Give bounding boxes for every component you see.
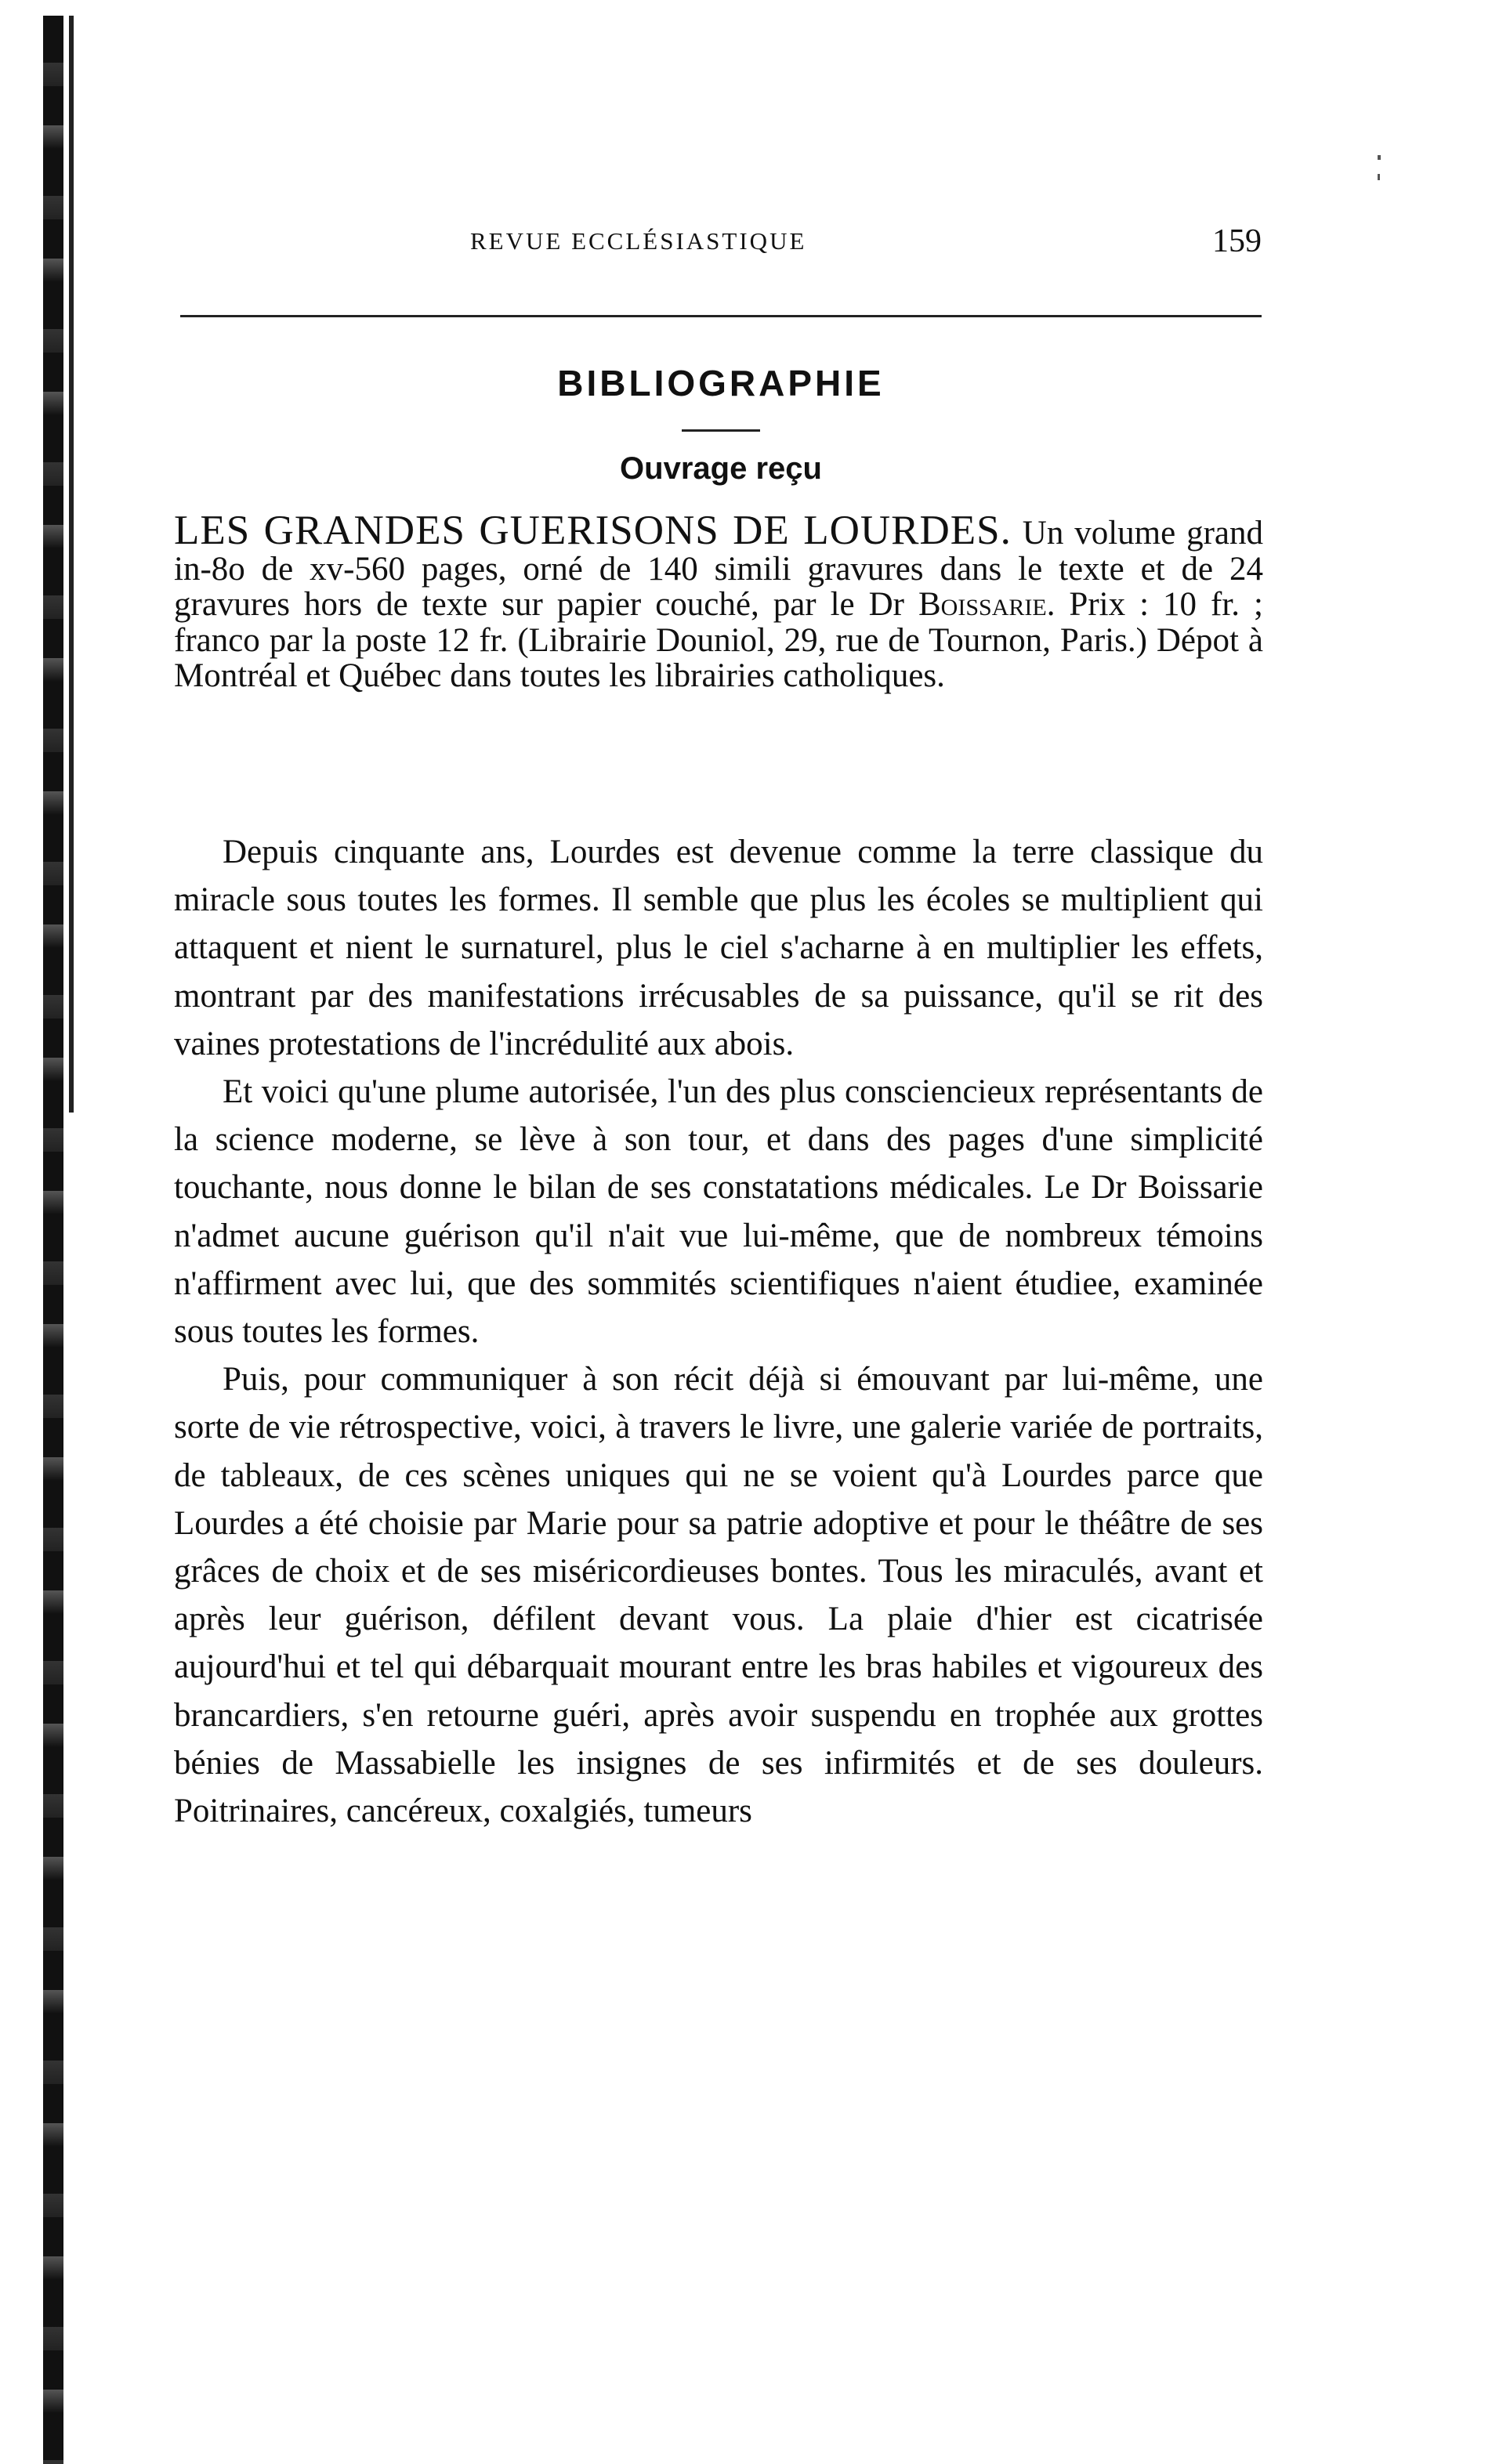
page-number: 159 bbox=[1212, 223, 1262, 259]
review-paragraph: Depuis cinquante ans, Lourdes est devenue comme la terre classique du miracle sous toutes les formes. Il semble que plus les écoles se multiplient qui attaquent et nient le surnaturel, plus le ciel s'acharne à en multiplier les effets, montrant par des manifestations irrécusables de sa puissance, qu'il se rit des vaines protestations de l'incrédulité aux abois. bbox=[174, 834, 1263, 1062]
book-author: Boissarie bbox=[918, 586, 1047, 623]
book-description: Un volume grand in-8o de xv-560 pages, orné de 140 simili gravures dans le texte et de 24 gravures hors de texte sur papier couché, par le Dr bbox=[174, 515, 1264, 623]
running-title: REVUE ECCLÉSIASTIQUE bbox=[470, 227, 807, 255]
running-header bbox=[180, 223, 1262, 274]
subheading: Ouvrage reçu bbox=[620, 451, 822, 486]
title-rule bbox=[682, 429, 760, 432]
print-speck bbox=[1378, 174, 1380, 180]
print-speck bbox=[1378, 155, 1381, 160]
book-title: LES GRANDES GUERISONS DE LOURDES. bbox=[174, 508, 1012, 553]
bibliographic-entry bbox=[174, 508, 1264, 694]
review-paragraph: Puis, pour communiquer à son récit déjà si émouvant par lui-même, une sorte de vie rétrospective, voici, à travers le livre, une galerie variée de portraits, de tableaux, de ces scènes uniques qui ne se voient qu'à Lourdes parce que Lourdes a été choisie par Marie pour sa patrie adoptive et pour le théâtre de ses grâces de choix et de ses miséricordieuses bontes. Tous les miraculés, avant et après leur guérison, défilent devant vous. La plaie d'hier est cicatrisée aujourd'hui et tel qui débarquait mourant entre les bras habiles et vigoureux des brancardiers, s'en retourne guéri, après avoir suspendu en trophée aux grottes bénies de Massabielle les insignes de ses infirmités et de ses douleurs. Poitrinaires, cancéreux, coxalgiés, tumeurs bbox=[174, 1361, 1263, 1830]
review-paragraph: Et voici qu'une plume autorisée, l'un des plus consciencieux représentants de la science moderne, se lève à son tour, et dans des pages d'une simplicité touchante, nous donne le bilan de ses constatations médicales. Le Dr Boissarie n'admet aucune guérison qu'il n'ait vue lui-même, que de nombreux témoins n'affirment avec lui, que des sommités scientifiques n'aient étudiee, examinée sous toutes les formes. bbox=[174, 1073, 1263, 1351]
header-rule bbox=[180, 315, 1262, 317]
page-binding-shadow bbox=[69, 16, 74, 1113]
page-binding-edge bbox=[43, 16, 63, 2464]
book-price-and-publisher: . Prix : 10 fr. ; franco par la poste 12 fr. (Librairie Douniol, 29, rue de Tournon, Paris.) Dépot à Montréal et Québec dans toutes les librairies catholiques. bbox=[174, 586, 1263, 694]
section-title: BIBLIOGRAPHIE bbox=[557, 363, 885, 403]
review-body bbox=[174, 828, 1263, 1835]
